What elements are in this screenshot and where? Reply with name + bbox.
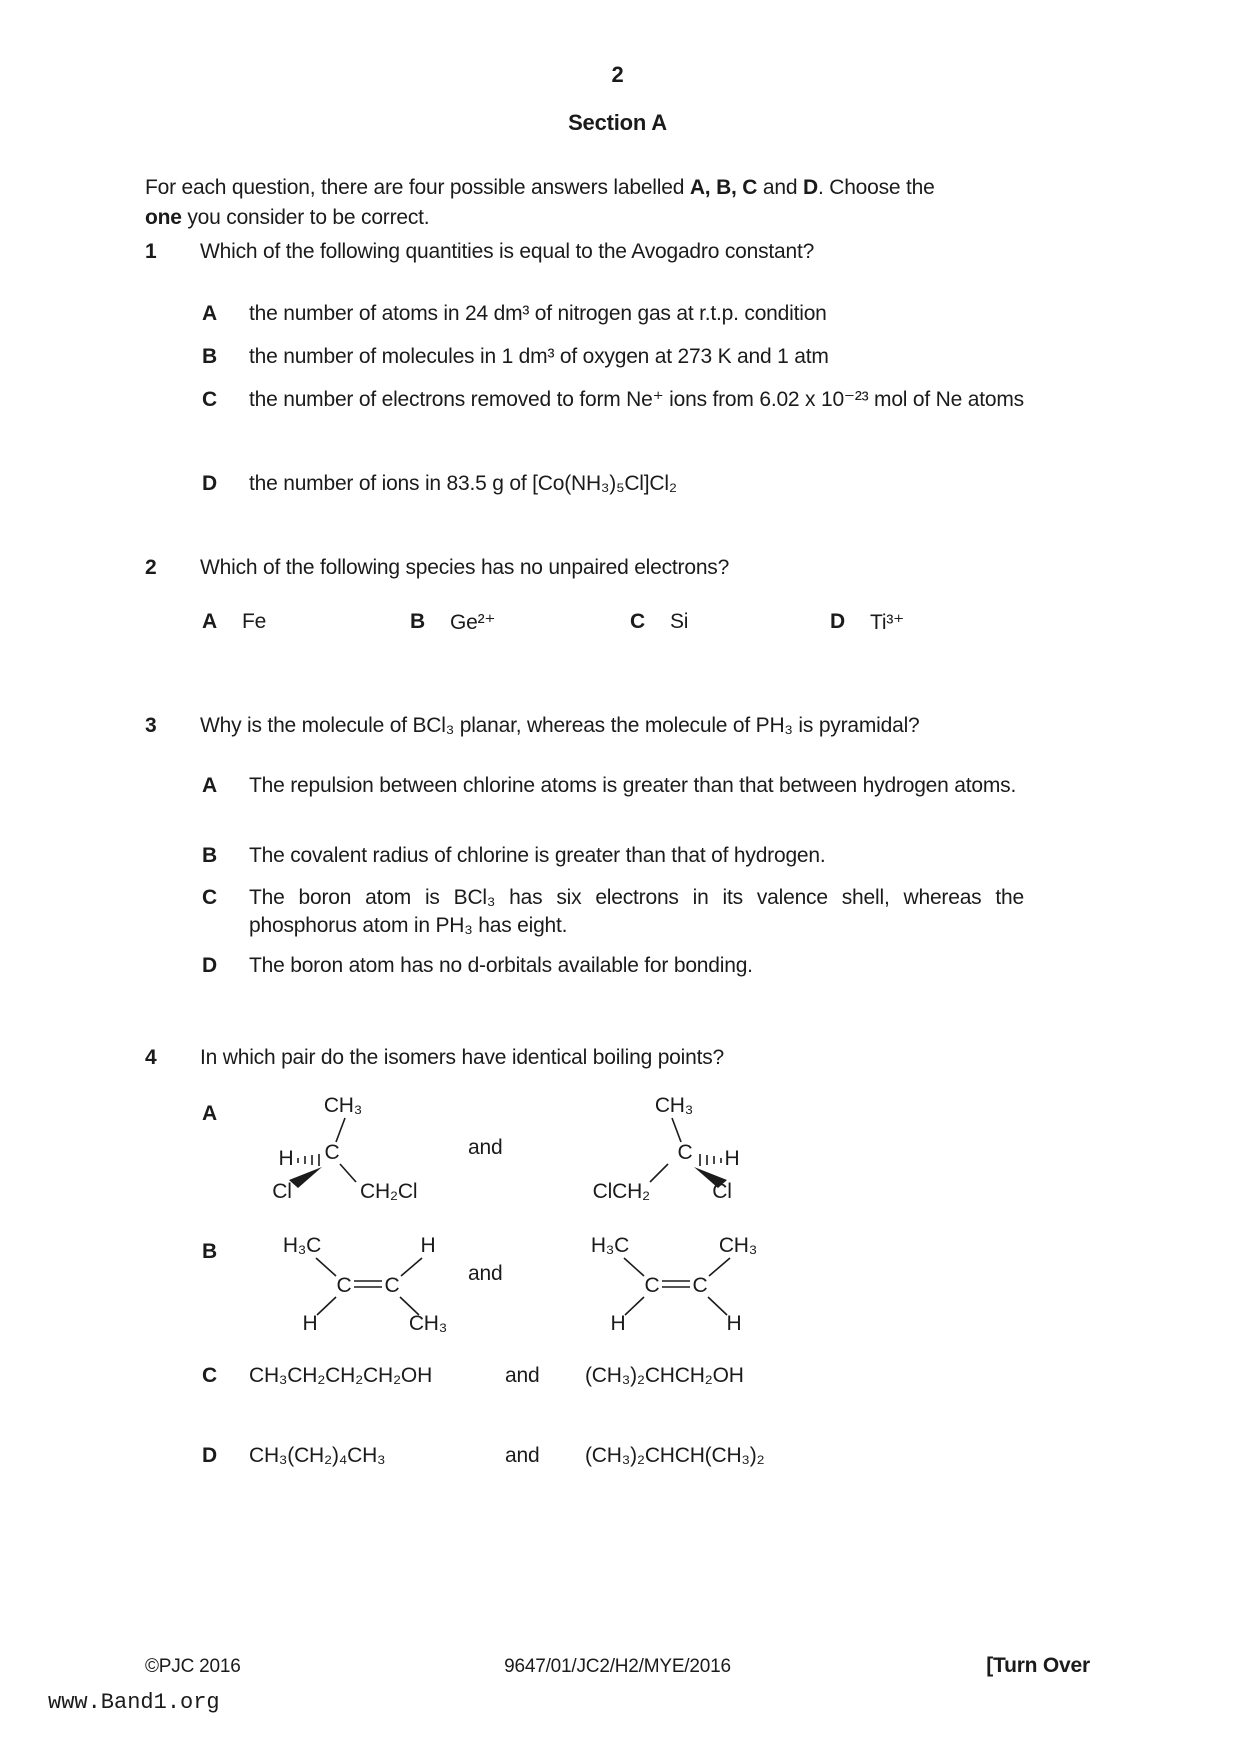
atom-label-center: C — [324, 1141, 340, 1164]
conjunction-and: and — [505, 1364, 540, 1387]
question-2-stem: Which of the following species has no unpaired electrons? — [200, 556, 730, 579]
option-letter: B — [202, 844, 217, 867]
carbon-2: C — [384, 1274, 400, 1297]
option-letter: D — [202, 472, 217, 495]
option-letter: A — [202, 302, 217, 325]
option-text: Fe — [242, 610, 267, 633]
atom-label-top: CH₃ — [654, 1094, 694, 1117]
formula-1: CH₃(CH₂)₄CH₃ — [249, 1444, 386, 1467]
carbon-1: C — [644, 1274, 660, 1297]
question-3-option-c — [202, 884, 1024, 940]
bond — [650, 1164, 668, 1182]
option-letter: A — [202, 1102, 217, 1125]
bond — [401, 1258, 422, 1276]
bond — [625, 1297, 644, 1315]
instructions-bold-abc: A, B, C — [689, 176, 758, 199]
option-letter: A — [202, 610, 217, 633]
option-text: Ge²⁺ — [450, 611, 496, 634]
option-letter: B — [202, 345, 217, 368]
atom-label-top-left: H₃C — [282, 1234, 322, 1257]
question-1-option-c — [202, 386, 1024, 414]
atom-label-top: CH₃ — [323, 1094, 363, 1117]
question-4-stem: In which pair do the isomers have identical boiling points? — [200, 1046, 725, 1069]
question-2-option-b — [410, 610, 495, 635]
carbon-1: C — [336, 1274, 352, 1297]
question-3 — [145, 714, 1095, 738]
question-3-option-a — [202, 772, 1024, 800]
atom-label-top-right: CH₃ — [718, 1234, 758, 1257]
option-letter: D — [202, 1444, 217, 1467]
option-text: the number of atoms in 24 dm³ of nitrogen gas at r.t.p. condition — [249, 302, 827, 325]
bond — [672, 1118, 681, 1142]
structure-b-left — [270, 1230, 465, 1335]
formula-2: (CH₃)₂CHCH₂OH — [585, 1364, 744, 1387]
atom-label-top-left: H₃C — [590, 1234, 630, 1257]
option-letter: C — [202, 886, 217, 909]
bond — [336, 1118, 345, 1142]
question-3-number: 3 — [145, 714, 157, 737]
atom-label-bottom-left: Cl — [272, 1180, 292, 1203]
instructions-bold-one: one — [145, 206, 182, 229]
bond — [709, 1258, 730, 1276]
option-text: The covalent radius of chlorine is greater than that of hydrogen. — [249, 844, 826, 867]
atom-label-bottom-right: CH₃ — [408, 1312, 448, 1335]
question-1-stem: Which of the following quantities is equal to the Avogadro constant? — [200, 240, 815, 263]
atom-label-bottom-right: H — [726, 1312, 742, 1335]
conjunction-and: and — [468, 1262, 503, 1285]
option-text: the number of ions in 83.5 g of [Co(NH₃)₅Cl]Cl₂ — [249, 472, 677, 495]
option-letter: B — [410, 610, 425, 633]
question-2-number: 2 — [145, 556, 157, 579]
question-1-option-d — [202, 470, 1024, 498]
option-letter: B — [202, 1240, 217, 1263]
atom-label-bottom-left: ClCH₂ — [592, 1180, 650, 1203]
conjunction-and: and — [468, 1136, 503, 1159]
question-1-option-b — [202, 343, 1024, 371]
structure-a-left — [268, 1092, 453, 1204]
carbon-2: C — [692, 1274, 708, 1297]
footer-paper-code: 9647/01/JC2/H2/MYE/2016 — [504, 1656, 731, 1677]
option-text: The boron atom is BCl₃ has six electrons in its valence shell, whereas the phosphorus atom in PH₃ has eight. — [249, 886, 1024, 937]
atom-label-bottom-left: H — [302, 1312, 318, 1335]
question-1-number: 1 — [145, 240, 157, 263]
atom-label-center: C — [677, 1141, 693, 1164]
option-text: The boron atom has no d-orbitals available for bonding. — [249, 954, 753, 977]
instructions-text: For each question, there are four possible answers labelled — [145, 176, 690, 199]
option-letter: A — [202, 774, 217, 797]
question-1-option-a — [202, 300, 1024, 328]
question-3-option-d — [202, 952, 1024, 980]
section-title: Section A — [568, 110, 667, 135]
footer-copyright: ©PJC 2016 — [145, 1656, 241, 1677]
footer-turn-over: [Turn Over — [986, 1654, 1090, 1677]
atom-label-bottom-left: H — [610, 1312, 626, 1335]
option-letter: C — [202, 388, 217, 411]
bond — [708, 1297, 727, 1315]
atom-label-top-right: H — [420, 1234, 436, 1257]
page-number: 2 — [611, 62, 624, 87]
question-2 — [145, 556, 1095, 580]
watermark-url: www.Band1.org — [48, 1690, 220, 1715]
option-text: Si — [670, 610, 689, 633]
option-text: the number of molecules in 1 dm³ of oxygen at 273 K and 1 atm — [249, 345, 829, 368]
bond — [317, 1297, 336, 1315]
conjunction-and: and — [505, 1444, 540, 1467]
instructions-bold-d: D — [802, 176, 818, 199]
atom-label-side: H — [724, 1147, 740, 1170]
question-3-option-b — [202, 842, 1024, 870]
instructions: For each question, there are four possible answers labelled A, B, C and D. Choose the one you consider to be correct. — [145, 176, 935, 229]
question-1 — [145, 240, 1095, 264]
bond — [624, 1258, 644, 1276]
option-letter: D — [830, 610, 845, 633]
structure-b-right — [578, 1230, 773, 1335]
question-4 — [145, 1046, 1095, 1070]
bond — [316, 1258, 336, 1276]
atom-label-bottom-right: CH₂Cl — [360, 1180, 418, 1203]
option-letter: C — [630, 610, 645, 633]
option-letter: C — [202, 1364, 217, 1387]
formula-2: (CH₃)₂CHCH(CH₃)₂ — [585, 1444, 765, 1467]
option-letter: D — [202, 954, 217, 977]
question-2-option-d — [830, 610, 904, 635]
option-text: The repulsion between chlorine atoms is greater than that between hydrogen atoms. — [249, 774, 1017, 797]
bond — [340, 1164, 356, 1182]
question-2-option-a — [202, 610, 266, 634]
question-3-stem: Why is the molecule of BCl₃ planar, whereas the molecule of PH₃ is pyramidal? — [200, 714, 920, 737]
question-2-option-c — [630, 610, 688, 634]
formula-1: CH₃CH₂CH₂CH₂OH — [249, 1364, 433, 1387]
option-text: the number of electrons removed to form Ne⁺ ions from 6.02 x 10⁻²³ mol of Ne atoms — [249, 388, 1024, 411]
option-text: Ti³⁺ — [870, 611, 904, 634]
atom-label-side: H — [278, 1147, 294, 1170]
wedge-bond — [289, 1167, 322, 1188]
question-4-number: 4 — [145, 1046, 157, 1069]
structure-a-right — [562, 1092, 762, 1204]
atom-label-bottom-right: Cl — [712, 1180, 732, 1203]
